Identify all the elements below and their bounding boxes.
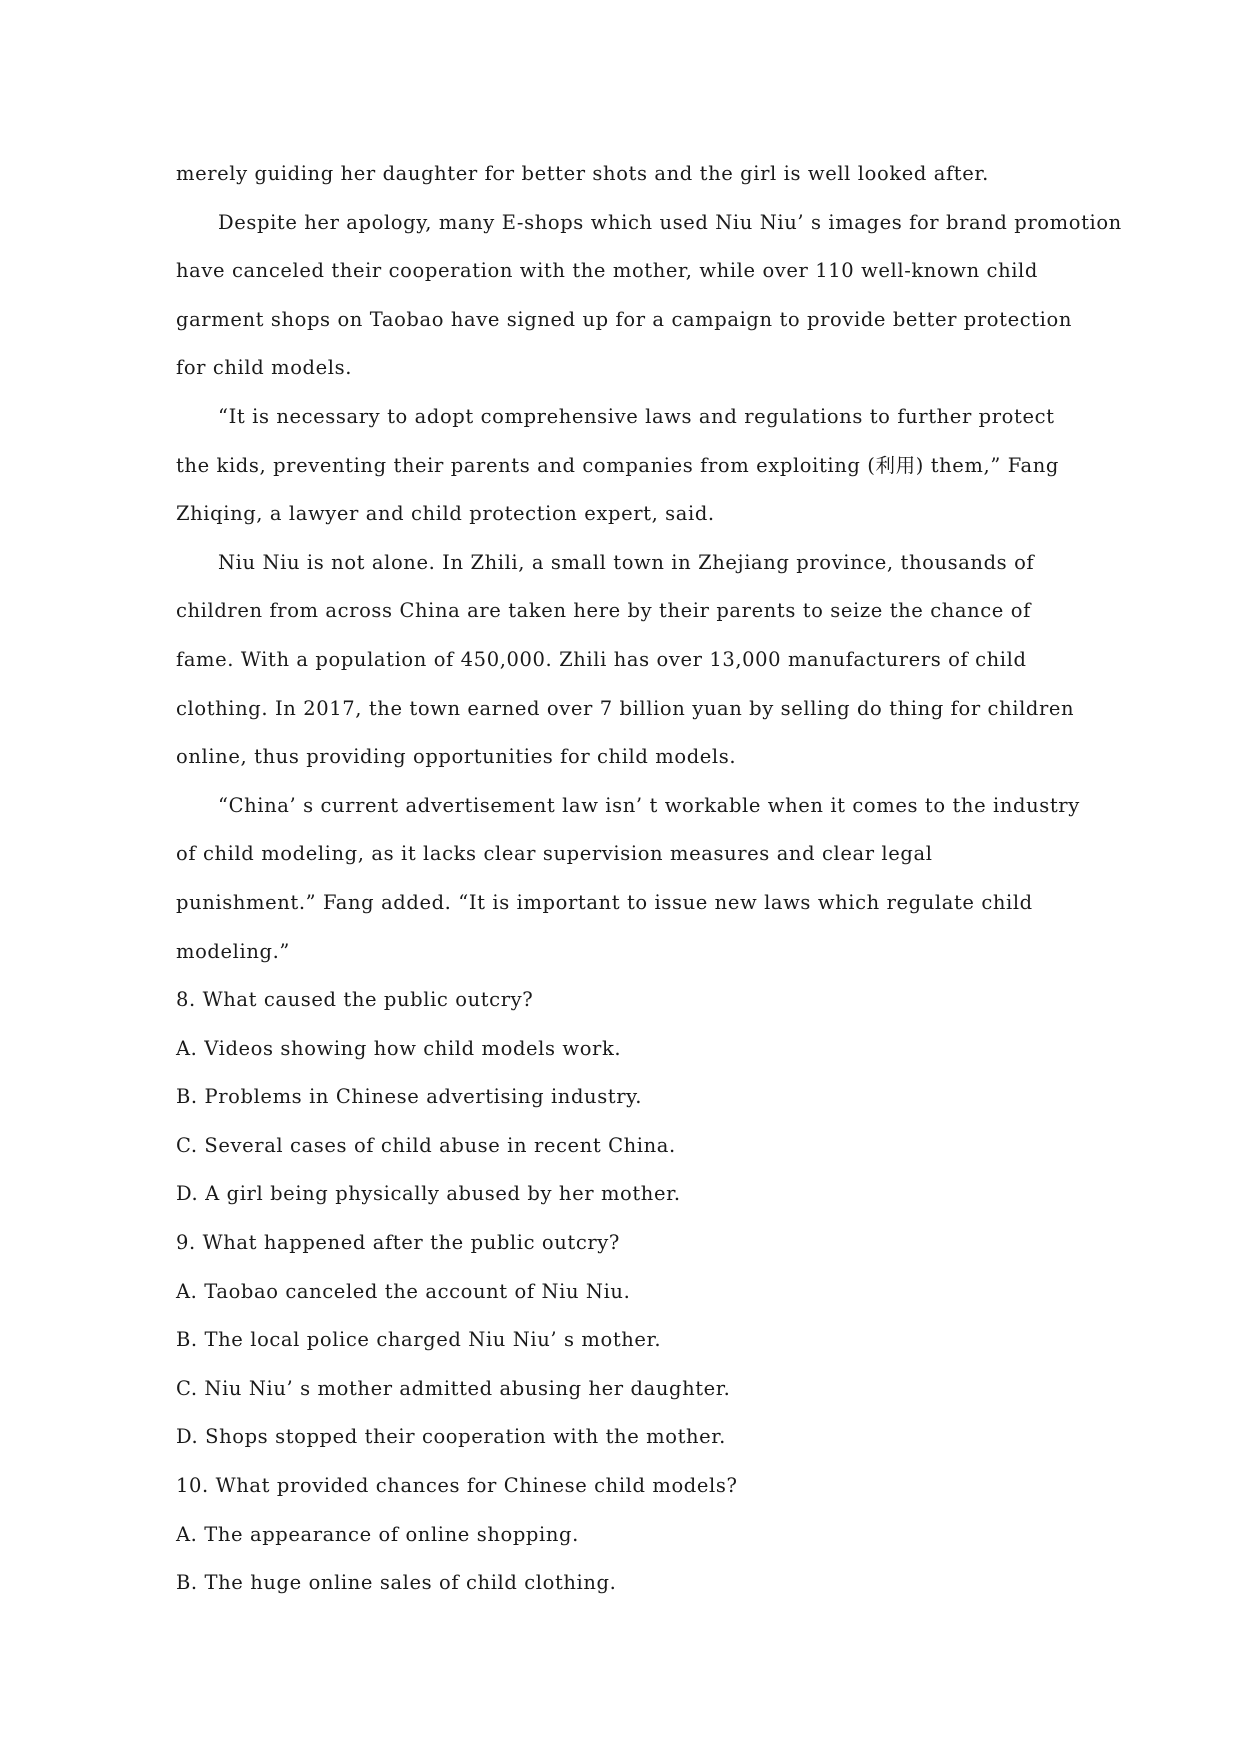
answer-option: B. Problems in Chinese advertising industry. bbox=[176, 1085, 642, 1109]
passage-line: Zhiqing, a lawyer and child protection expert, said. bbox=[176, 502, 715, 526]
passage-line: have canceled their cooperation with the mother, while over 110 well-known child bbox=[176, 259, 1038, 283]
passage-line: for child models. bbox=[176, 356, 353, 380]
answer-option: D. A girl being physically abused by her mother. bbox=[176, 1182, 681, 1206]
passage-line: clothing. In 2017, the town earned over 7 billion yuan by selling do thing for children bbox=[176, 696, 1075, 720]
passage-line: Despite her apology, many E-shops which used Niu Niu’ s images for brand promotion bbox=[218, 210, 1122, 234]
passage-line: the kids, preventing their parents and companies from exploiting (利用) them,” Fang bbox=[176, 453, 1059, 477]
question-9 bbox=[176, 1219, 1096, 1462]
passage-line: children from across China are taken here by their parents to seize the chance of bbox=[176, 599, 1031, 623]
passage-line: merely guiding her daughter for better shots and the girl is well looked after. bbox=[176, 162, 989, 185]
passage-line: fame. With a population of 450,000. Zhili has over 13,000 manufacturers of child bbox=[176, 647, 1027, 671]
question-stem: 9. What happened after the public outcry? bbox=[176, 1231, 620, 1255]
answer-option: A. Taobao canceled the account of Niu Niu. bbox=[176, 1279, 631, 1303]
passage-line: “It is necessary to adopt comprehensive laws and regulations to further protect bbox=[218, 404, 1055, 428]
question-stem: 10. What provided chances for Chinese child models? bbox=[176, 1474, 738, 1498]
answer-option: A. Videos showing how child models work. bbox=[176, 1036, 622, 1060]
answer-option: B. The local police charged Niu Niu’ s mother. bbox=[176, 1328, 662, 1352]
answer-option: B. The huge online sales of child clothing. bbox=[176, 1571, 617, 1595]
answer-option: C. Niu Niu’ s mother admitted abusing her daughter. bbox=[176, 1376, 731, 1400]
answer-option: C. Several cases of child abuse in recent China. bbox=[176, 1133, 676, 1157]
question-10 bbox=[176, 1462, 1096, 1608]
answer-option: A. The appearance of online shopping. bbox=[176, 1522, 579, 1546]
question-stem: 8. What caused the public outcry? bbox=[176, 988, 534, 1012]
answer-option: D. Shops stopped their cooperation with the mother. bbox=[176, 1425, 726, 1449]
passage-line: online, thus providing opportunities for child models. bbox=[176, 745, 737, 769]
passage-line: of child modeling, as it lacks clear supervision measures and clear legal bbox=[176, 842, 933, 866]
passage-line: modeling.” bbox=[176, 939, 290, 963]
passage-line: Niu Niu is not alone. In Zhili, a small town in Zhejiang province, thousands of bbox=[218, 550, 1035, 574]
question-8 bbox=[176, 976, 1096, 1219]
passage-line: garment shops on Taobao have signed up for a campaign to provide better protection bbox=[176, 307, 1073, 331]
passage-line: “China’ s current advertisement law isn’ t workable when it comes to the industry bbox=[218, 793, 1080, 817]
passage-line: punishment.” Fang added. “It is important to issue new laws which regulate child bbox=[176, 890, 1033, 914]
document-page bbox=[176, 150, 1122, 1608]
